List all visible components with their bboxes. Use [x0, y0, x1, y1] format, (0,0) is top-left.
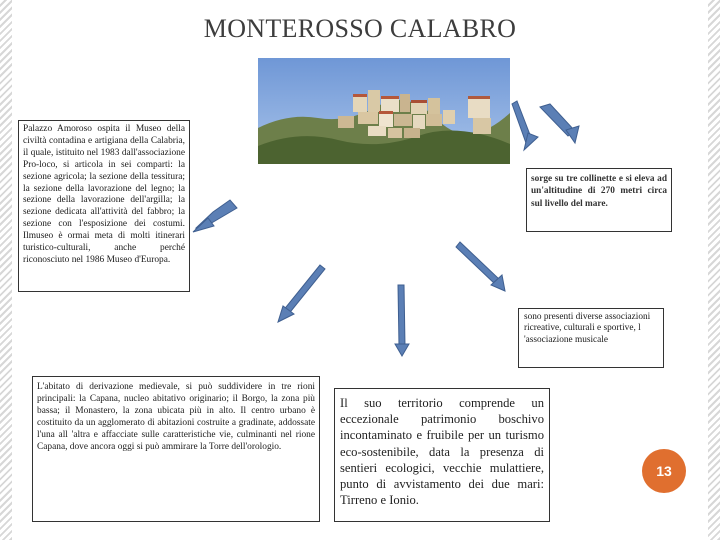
arrow-down-icon: [395, 285, 409, 356]
page-number-badge: 13: [642, 449, 686, 493]
territory-text-box: [334, 388, 550, 522]
arrow-down-left-icon: [278, 265, 325, 322]
settlement-text-box: [32, 376, 320, 522]
arrow-up-right-icon: [512, 101, 579, 150]
altitude-text-box: [526, 168, 672, 232]
settlement-text: L'abitato di derivazione medievale, si può suddividere in tre rioni principali: la Capana, nucleo abitativo originario; il Borgo, la zona più bassa; il Monastero, la zona ubicata più in alto. Il centro urbano è costituito da un agglomerato di abitazioni costruite a gradinate, addossate l'una all 'altra e affacciate sulle caratteristiche vie, culminanti nel rione Capana, dove ancora oggi si può ammirare la Torre dell'orologio.: [37, 382, 315, 453]
altitude-text: sorge su tre collinette e si eleva ad un'altitudine di 270 metri circa sul livello del mare.: [531, 174, 667, 209]
arrow-down-right-icon: [456, 242, 505, 291]
associations-text: sono presenti diverse associazioni ricreative, culturali e sportive, l 'associazione musicale: [524, 312, 651, 345]
museum-text: Palazzo Amoroso ospita il Museo della civiltà contadina e artigiana della Calabria, il quale, istituito nel 1983 dall'associazione Pro-loco, si articola in sei comparti: la sezione agricola; la sezione della tessitura; la sezione della lavorazione del legno; la sezione della lavorazione dell'argilla; la sezione dedicata all'attività del fabbro; la sezione con l'esposizione dei costumi. Ilmuseo è ormai meta di molti itinerari turistico-culturali, anche perché riconosciuto nel 1986 Museo d'Europa.: [23, 124, 185, 265]
territory-text: Il suo territorio comprende un eccezionale patrimonio boschivo incontaminato e fruibile per un turismo eco-sostenibile, data la presenza di sentieri ecologici, vecchie mulattiere, punto di avvistamento dei due mari: Tirreno e Ionio.: [340, 396, 544, 508]
slide-title: MONTEROSSO CALABRO: [203, 14, 517, 43]
arrow-up-left-icon: [193, 200, 237, 232]
associations-text-box: [518, 308, 664, 368]
museum-text-box: [18, 120, 190, 292]
